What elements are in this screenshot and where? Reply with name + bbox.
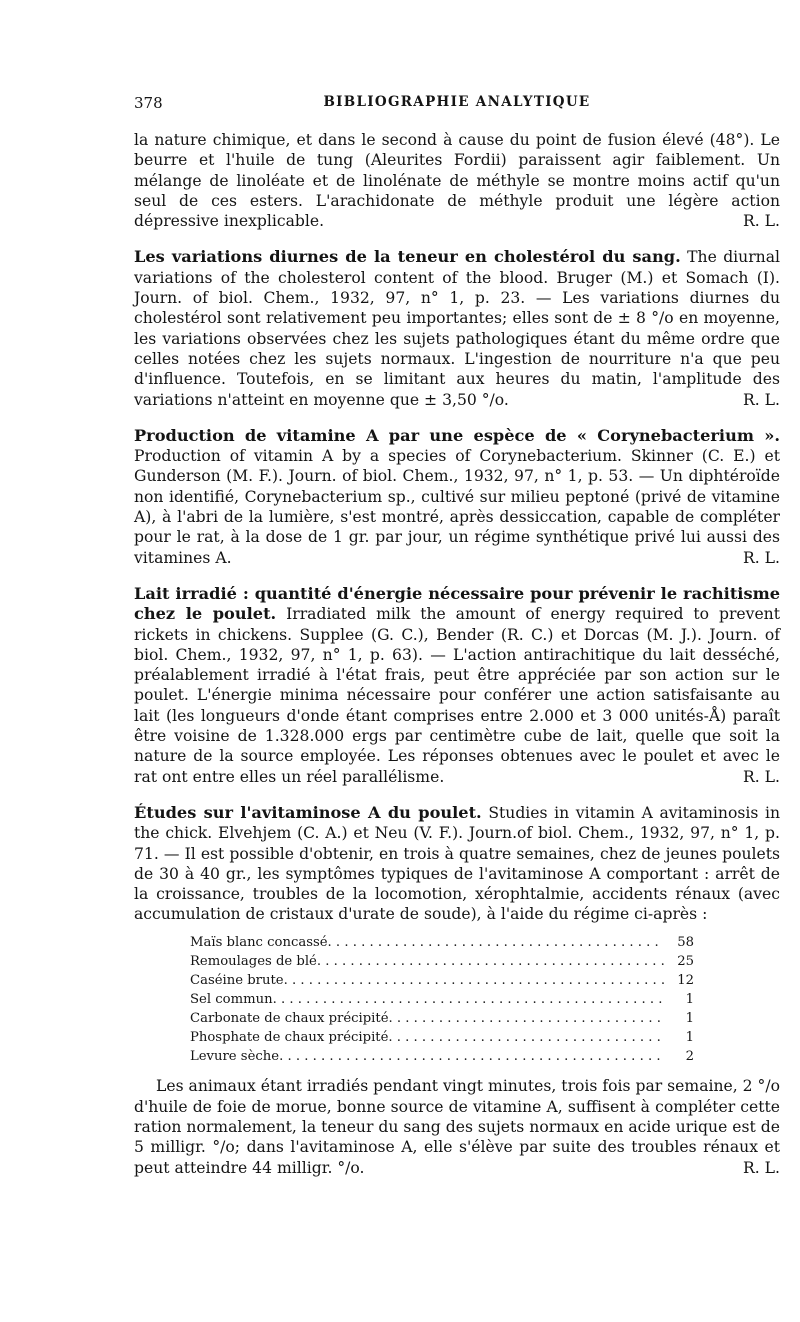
diet-ingredient: Phosphate de chaux précipité bbox=[190, 1030, 389, 1046]
running-head: BIBLIOGRAPHIE ANALYTIQUE bbox=[323, 94, 591, 110]
article-avitaminosis-conclusion bbox=[134, 1076, 780, 1177]
article-body: Les animaux étant irradiés pendant vingt minutes, trois fois par semaine, 2 °/o d'huile de foie de morue, bonne source de vitamine A, suffisent à compléter cette ration normalement, la teneur du sang des sujets normaux en acide urique est de 5 milligr. °/o; dans l'avitaminose A, elle s'élève par suite des troubles rénaux et peut atteindre 44 milligr. °/o. bbox=[134, 1077, 780, 1177]
article-corynebacterium bbox=[134, 426, 780, 568]
page-header bbox=[134, 94, 780, 114]
diet-quantity: 58 bbox=[677, 934, 694, 950]
diet-quantity: 1 bbox=[685, 991, 694, 1007]
article-body: Studies in vitamin A avitaminosis in the chick. Elvehjem (C. A.) et Neu (V. F.). Journ.of biol. Chem., 1932, 97, n° 1, p. 71. — Il est possible d'obtenir, en trois à quatre semaines, chez de jeunes poulets de 30 à 40 gr., les symptômes typiques de l'avitaminose A comportant : arrêt de la croissance, troubles de la locomotion, xérophtalmie, accidents rénaux (avec accumulation de cristaux d'urate de soude), à l'aide du régime ci-après : bbox=[134, 803, 780, 924]
dot-leader bbox=[388, 1028, 664, 1047]
dot-leader bbox=[273, 990, 664, 1009]
dot-leader bbox=[279, 1047, 664, 1066]
article-avitaminosis bbox=[134, 803, 780, 925]
page-body bbox=[134, 130, 780, 1178]
article-irradiated-milk bbox=[134, 584, 780, 787]
dot-leader bbox=[317, 952, 664, 971]
article-title: Les variations diurnes de la teneur en cholestérol du sang. bbox=[134, 247, 681, 267]
diet-quantity: 1 bbox=[685, 1011, 694, 1027]
article-signature: R. L. bbox=[743, 1158, 780, 1177]
article-title: Lait irradié : quantité d'énergie nécessaire pour prévenir le rachitisme chez le poulet. bbox=[134, 583, 780, 624]
diet-ingredient: Carbonate de chaux précipité bbox=[190, 1011, 389, 1027]
diet-ingredient: Remoulages de blé bbox=[190, 953, 317, 969]
diet-row bbox=[190, 971, 694, 990]
article-signature: R. L. bbox=[743, 548, 780, 567]
diet-row bbox=[190, 952, 694, 971]
page-number: 378 bbox=[134, 94, 163, 112]
diet-ingredient: Sel commun bbox=[190, 991, 273, 1007]
article-body: Production of vitamin A by a species of Corynebacterium. Skinner (C. E.) et Gunderson (M. F.). Journ. of biol. Chem., 1932, 97, n° 1, p. 53. — Un diphtéroïde non identifié, Corynebacterium sp., cultivé sur milieu peptoné (privé de vitamine A), à l'abri de la lumière, s'est montré, après dessiccation, capable de compléter pour le rat, à la dose de 1 gr. par jour, un régime synthétique privé lui aussi des vitamines A. bbox=[134, 447, 780, 567]
dot-leader bbox=[284, 971, 664, 990]
diet-ingredient: Caséine brute bbox=[190, 972, 284, 988]
diet-quantity: 1 bbox=[685, 1030, 694, 1046]
article-body: Irradiated milk the amount of energy required to prevent rickets in chickens. Supplee (G. C.), Bender (R. C.) et Dorcas (M. J.). Journ. of biol. Chem., 1932, 97, n° 1, p. 63). — L'action antirachitique du lait desséché, préalablement irradié à l'état frais, peut être appréciée par son action sur le poulet. L'énergie minima nécessaire pour conférer une action satisfaisante au lait (les longueurs d'onde étant comprises entre 2.000 et 3 000 unités-Å) paraît être voisine de 1.328.000 ergs par centimètre cube de lait, quelle que soit la nature de la source employée. Les réponses obtenues avec le poulet et avec le rat ont entre elles un réel parallélisme. bbox=[134, 605, 780, 786]
diet-row bbox=[190, 990, 694, 1009]
diet-ingredient: Levure sèche bbox=[190, 1049, 280, 1065]
diet-row bbox=[190, 1047, 694, 1066]
article-signature: R. L. bbox=[743, 390, 780, 409]
continuation-text: la nature chimique, et dans le second à cause du point de fusion élevé (48°). Le beurre et l'huile de tung (Aleurites Fordii) paraissent agir faiblement. Un mélange de linoléate et de linolénate de méthyle se montre moins actif qu'un seul de ces esters. L'arachidonate de méthyle produit une légère action dépressive inexplicable. bbox=[134, 131, 780, 231]
diet-row bbox=[190, 933, 694, 952]
article-title: Études sur l'avitaminose A du poulet. bbox=[134, 802, 482, 822]
diet-ingredient: Maïs blanc concassé bbox=[190, 934, 328, 950]
diet-row bbox=[190, 1028, 694, 1047]
diet-quantity: 12 bbox=[677, 972, 694, 988]
article-continuation bbox=[134, 130, 780, 231]
diet-quantity: 2 bbox=[685, 1049, 694, 1065]
diet-table bbox=[190, 933, 694, 1067]
article-signature: R. L. bbox=[743, 767, 780, 786]
diet-row bbox=[190, 1009, 694, 1028]
dot-leader bbox=[328, 933, 664, 952]
article-signature: R. L. bbox=[743, 212, 780, 231]
diet-quantity: 25 bbox=[677, 953, 694, 969]
dot-leader bbox=[389, 1009, 664, 1028]
article-title: Production de vitamine A par une espèce de « Corynebacterium ». bbox=[134, 425, 780, 445]
article-cholesterol bbox=[134, 247, 780, 409]
article-body: The diurnal variations of the cholesterol content of the blood. Bruger (M.) et Somach (I). Journ. of biol. Chem., 1932, 97, n° 1, p. 23. — Les variations diurnes du cholestérol sont relativement peu importantes; elles sont de ± 8 °/o en moyenne, les variations observées chez les sujets pathologiques étant du même ordre que celles notées chez les sujets normaux. L'ingestion de nourriture n'a que peu d'influence. Toutefois, en se limitant aux heures du matin, l'amplitude des variations n'atteint en moyenne que ± 3,50 °/o. bbox=[134, 248, 780, 409]
